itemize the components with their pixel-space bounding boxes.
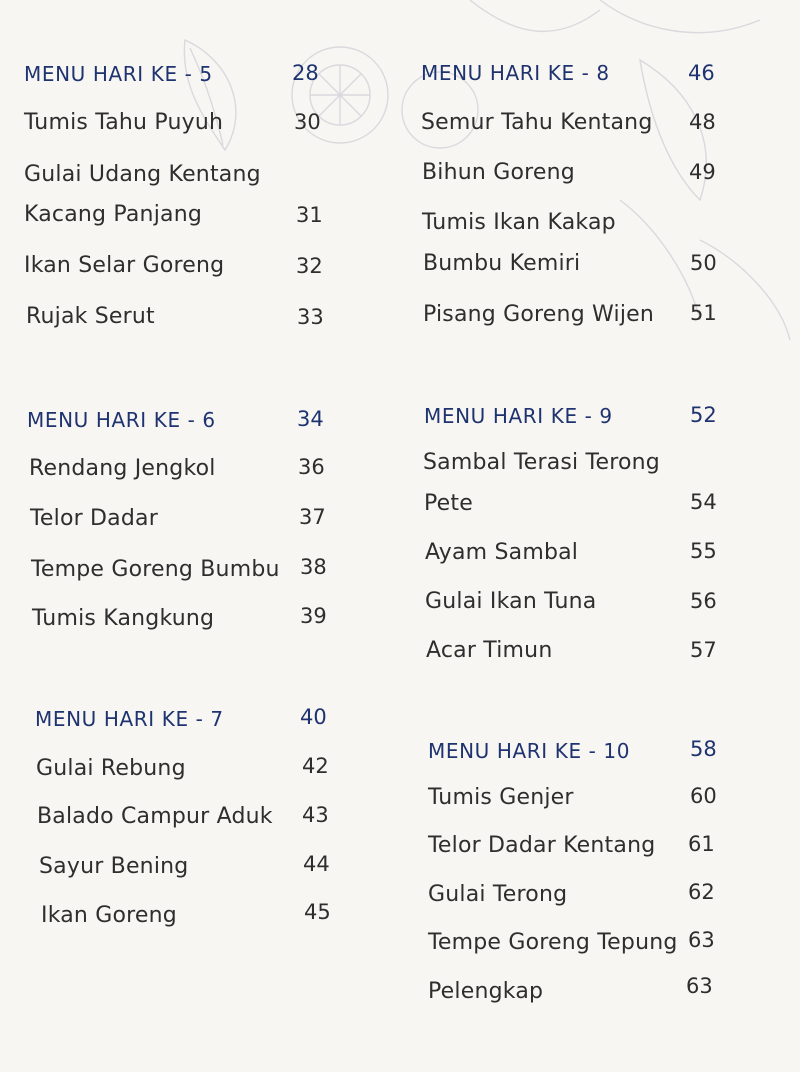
menu-item: Pisang Goreng Wijen xyxy=(423,302,655,327)
menu-item-page: 57 xyxy=(690,638,717,662)
menu-item-page: 33 xyxy=(297,305,324,329)
menu-item: Gulai Udang Kentang xyxy=(24,162,261,187)
section-heading: MENU HARI KE - 10 xyxy=(428,739,631,763)
menu-item: Rendang Jengkol xyxy=(29,456,216,481)
menu-item-page: 60 xyxy=(690,784,717,808)
menu-item-page: 63 xyxy=(686,974,713,998)
menu-item: Telor Dadar xyxy=(30,506,158,531)
menu-item-page: 38 xyxy=(300,555,327,579)
menu-item-page: 37 xyxy=(299,505,326,529)
menu-item: Acar Timun xyxy=(426,638,553,663)
menu-item: Pelengkap xyxy=(428,979,544,1004)
section-page-number: 46 xyxy=(688,61,715,85)
menu-item-page: 48 xyxy=(689,110,716,134)
menu-item: Bumbu Kemiri xyxy=(423,251,581,276)
menu-item-page: 51 xyxy=(690,301,717,325)
section-page-number: 52 xyxy=(690,403,717,427)
section-page-number: 40 xyxy=(300,705,327,729)
section-heading: MENU HARI KE - 9 xyxy=(424,404,613,428)
menu-item-page: 45 xyxy=(304,900,331,924)
menu-item-page: 43 xyxy=(302,803,329,827)
menu-item-page: 56 xyxy=(690,589,717,613)
section-heading: MENU HARI KE - 8 xyxy=(421,61,610,85)
section-heading: MENU HARI KE - 5 xyxy=(24,62,213,86)
menu-item: Tumis Ikan Kakap xyxy=(422,210,616,235)
section-heading: MENU HARI KE - 6 xyxy=(27,408,216,432)
menu-item-page: 39 xyxy=(300,604,327,628)
menu-item-page: 50 xyxy=(690,251,717,275)
section-page-number: 58 xyxy=(690,737,717,761)
menu-item-page: 61 xyxy=(688,832,715,856)
menu-item: Tempe Goreng Tepung xyxy=(428,930,678,955)
menu-item-page: 44 xyxy=(303,852,330,876)
menu-item: Tumis Kangkung xyxy=(32,606,215,631)
menu-item: Ikan Selar Goreng xyxy=(24,253,225,278)
menu-item-page: 32 xyxy=(296,254,323,278)
menu-item: Semur Tahu Kentang xyxy=(421,110,653,135)
menu-item-page: 55 xyxy=(690,539,717,563)
menu-item: Ikan Goreng xyxy=(41,903,177,928)
menu-item: Sayur Bening xyxy=(39,854,189,879)
menu-item: Balado Campur Aduk xyxy=(37,804,273,829)
menu-item-page: 49 xyxy=(689,160,716,184)
menu-item-page: 54 xyxy=(690,490,717,514)
menu-item: Sambal Terasi Terong xyxy=(423,450,660,475)
menu-item: Kacang Panjang xyxy=(24,202,203,227)
menu-item: Telor Dadar Kentang xyxy=(428,833,656,858)
menu-item: Gulai Ikan Tuna xyxy=(425,589,597,614)
menu-item: Bihun Goreng xyxy=(422,160,575,185)
menu-item: Tumis Tahu Puyuh xyxy=(24,110,224,135)
menu-item: Gulai Rebung xyxy=(36,756,186,781)
menu-item-page: 36 xyxy=(298,455,325,479)
menu-item-page: 63 xyxy=(688,928,715,952)
menu-item: Gulai Terong xyxy=(428,882,568,907)
menu-item-page: 31 xyxy=(296,203,323,227)
section-heading: MENU HARI KE - 7 xyxy=(35,707,224,731)
section-page-number: 34 xyxy=(297,407,324,431)
menu-item-page: 42 xyxy=(302,754,329,778)
menu-item: Tempe Goreng Bumbu xyxy=(31,557,280,582)
menu-item: Rujak Serut xyxy=(26,304,155,329)
menu-item-page: 62 xyxy=(688,880,715,904)
menu-item-page: 30 xyxy=(294,110,321,134)
menu-item: Tumis Genjer xyxy=(428,785,574,810)
section-page-number: 28 xyxy=(292,61,319,85)
menu-item: Ayam Sambal xyxy=(425,540,579,565)
menu-item: Pete xyxy=(424,491,473,516)
